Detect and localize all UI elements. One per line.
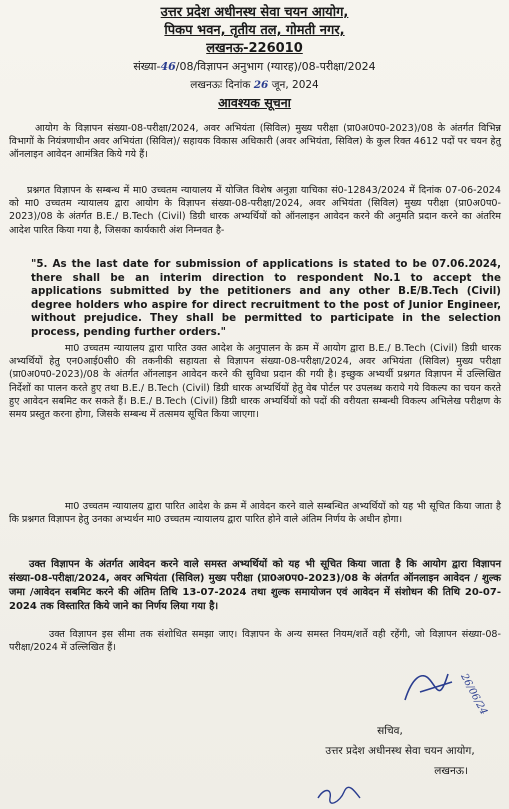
paragraph-2: प्रश्नगत विज्ञापन के सम्बन्ध में मा0 उच्चतम न्यायालय में योजित विशेष अनुज्ञा याचिका सं0-12843/2024 में दिनांक 07-06-2024 को मा0 उच्चतम न्यायालय द्वारा आयोग के विज्ञापन संख्या-08-परीक्षा/2024, अवर अभियंता (सिविल) मुख्य परीक्षा (प्रा0अ0प0-2023)/08 के अंतर्गत B.E./ B.Tech (Civil) डिग्री धारक अभ्यर्थियों को ऑनलाइन आवेदन करने की अनुमति प्रदान करने का अंतरिम आदेश पारित किया गया है, जिसका कार्यकारी अंश निम्नवत है- — [9, 185, 501, 236]
paragraph-3: मा0 उच्चतम न्यायालय द्वारा पारित उक्त आदेश के अनुपालन के क्रम में आयोग द्वारा B.E./ B.Tech (Civil) डिग्री धारक अभ्यर्थियों हेतु एन0आई0सी0 की तकनीकी सहायता से विज्ञापन संख्या-08-परीक्षा/2024, अवर अभियंता (सिविल) मुख्य परीक्षा (प्रा0अ0प0-2023)/08 के अंतर्गत ऑनलाइन आवेदन करने की सुविधा प्रदान की गयी है। इच्छुक अभ्यर्थी प्रश्नगत विज्ञापन में उल्लिखित निर्देशों का पालन करते हुए तथा B.E./ B.Tech (Civil) डिग्री धारक अभ्यर्थियों हेतु वेब पोर्टल पर उपलब्ध कराये गये विकल्प का चयन करते हुए आवेदन सबमिट कर सकते हैं। B.E./ B.Tech (Civil) डिग्री धारक अभ्यर्थियों को पदों की वरीयता सम्बन्धी विकल्प अभिलेख परीक्षण के समय प्रस्तुत करना होगा, जिसके सम्बन्ध में तत्समय सूचित किया जाएगा। — [9, 343, 501, 421]
paragraph-1: आयोग के विज्ञापन संख्या-08-परीक्षा/2024, अवर अभियंता (सिविल) मुख्य परीक्षा (प्रा0अ0प0-2023)/08 के अंतर्गत विभिन्न विभागों के नियंत्रणाधीन अवर अभियंता (सिविल)/ सहायक विकास अधिकारी (अवर अभियंता, सिविल) के कुल रिक्त 4612 पदों पर चयन हेतु ऑनलाइन आवेदन आमंत्रित किये गये हैं। — [9, 123, 501, 161]
handwritten-ref-number: 46 — [160, 60, 176, 73]
city-pincode: लखनऊ-226010 — [206, 41, 303, 56]
signatory-designation: सचिव, — [377, 725, 403, 737]
commission-name: उत्तर प्रदेश अधीनस्थ सेवा चयन आयोग, — [160, 5, 349, 20]
notice-title: आवश्यक सूचना — [218, 95, 291, 110]
reference-number: संख्या-46/08/विज्ञापन अनुभाग (ग्यारह)/08-परीक्षा/2024 — [133, 60, 376, 73]
initials-scribble — [314, 784, 364, 806]
paragraph-5-deadline-extension: उक्त विज्ञापन के अंतर्गत आवेदन करने वाले समस्त अभ्यर्थियों को यह भी सूचित किया जाता है कि आयोग द्वारा विज्ञापन संख्या-08-परीक्षा/2024, अवर अभियंता (सिविल) मुख्य परीक्षा (प्रा0अ0प0-2023)/08 के अंतर्गत ऑनलाइन आवेदन / शुल्क जमा /आवेदन सबमिट करने की अंतिम तिथि 13-07-2024 तथा शुल्क समायोजन एवं आवेदन में संशोधन की तिथि 20-07-2024 तक विस्तारित किये जाने का निर्णय लिया गया है। — [9, 559, 501, 612]
signatory-city: लखनऊ। — [434, 765, 468, 777]
handwritten-sign-date: 26/06/24 — [458, 672, 490, 717]
handwritten-day: 26 — [253, 79, 269, 91]
court-order-quote: "5. As the last date for submission of applications is stated to be 07.06.2024, there shall be an interim direction to respondent No.1 to accept the applications submitted by the petitioners and any other B.E/B.Tech (Civil) degree holders who aspire for direct recruitment to the post of Junior Engineer, without prejudice. They shall be permitted to participate in the selection process, pending further orders." — [31, 258, 501, 338]
paragraph-6: उक्त विज्ञापन इस सीमा तक संशोधित समझा जाए। विज्ञापन के अन्य समस्त नियम/शर्ते वही रहेंगी, जो विज्ञापन संख्या-08-परीक्षा/2024 में उल्लिखित हैं। — [9, 629, 501, 654]
signatory-organisation: उत्तर प्रदेश अधीनस्थ सेवा चयन आयोग, — [325, 745, 475, 757]
notice-date: लखनऊः दिनांक 26 जून, 2024 — [190, 79, 319, 91]
office-address: पिकप भवन, तृतीय तल, गोमती नगर, — [164, 23, 345, 38]
paragraph-4: मा0 उच्चतम न्यायालय द्वारा पारित आदेश के क्रम में आवेदन करने वाले सम्बन्धित अभ्यर्थियों को यह भी सूचित किया जाता है कि प्रश्नगत विज्ञापन हेतु उनका अभ्यर्थन मा0 उच्चतम न्यायालय द्वारा पारित होने वाले अंतिम निर्णय के अधीन होगा। — [9, 501, 501, 526]
